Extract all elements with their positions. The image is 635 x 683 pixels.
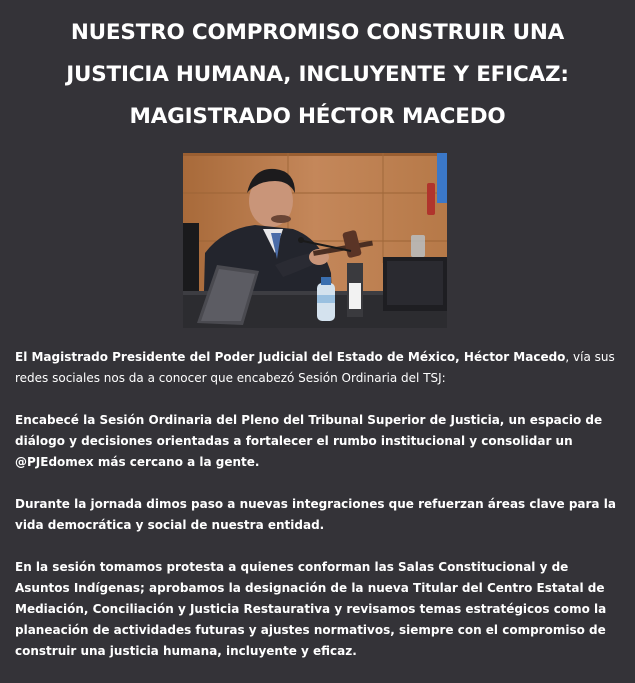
intro-bold-text: El Magistrado Presidente del Poder Judicial del Estado de México, Héctor Macedo [15,350,566,364]
article-body [15,347,617,683]
paragraph: Encabecé la Sesión Ordinaria del Pleno del Tribunal Superior de Justicia, un espacio de diálogo y decisiones orientadas a fortalecer el rumbo institucional y consolidar un @PJEdomex más cercano a la gente. [15,413,603,469]
intro-paragraph [15,347,617,389]
paragraph: En la sesión tomamos protesta a quienes conforman las Salas Constitucional y de Asuntos Indígenas; aprobamos la designación de la nueva Titular del Centro Estatal de Mediación, Conciliación y Justicia Restaurativa y revisamos temas estratégicos como la planeación de actividades futuras y ajustes normativos, siempre con el compromiso de construir una justicia humana, incluyente y eficaz. [15,560,607,658]
paragraph: Durante la jornada dimos paso a nuevas integraciones que refuerzan áreas clave para la vida democrática y social de nuestra entidad. [15,497,616,532]
article-photo [183,153,447,328]
magistrate-gavel-photo-icon [183,153,447,328]
article-headline: NUESTRO COMPROMISO CONSTRUIR UNA JUSTICIA HUMANA, INCLUYENTE Y EFICAZ: MAGISTRADO HÉCTOR MACEDO [66,20,569,129]
intro-regular-text: , vía sus redes sociales nos da a conocer que encabezó Sesión Ordinaria del TSJ: [15,350,615,385]
